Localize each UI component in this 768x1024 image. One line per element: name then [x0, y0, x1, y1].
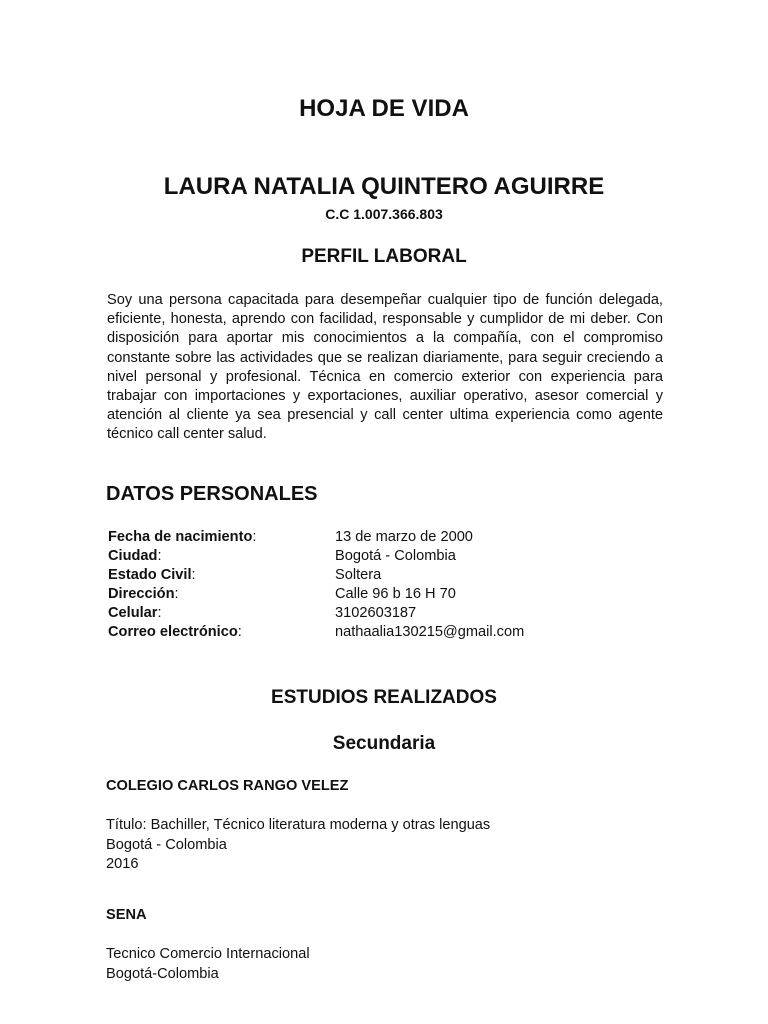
info-label: Celular: [108, 605, 158, 621]
school-details: [106, 816, 666, 875]
info-label: Fecha de nacimiento: [108, 529, 253, 545]
info-value: Soltera: [335, 567, 382, 583]
personal-data-heading: DATOS PERSONALES: [106, 483, 318, 505]
sena-name: SENA: [106, 907, 147, 923]
secondary-subheading: Secundaria: [332, 733, 436, 754]
profile-text: Soy una persona capacitada para desempeñar cualquier tipo de función delegada, eficiente, honesta, aprendo con facilidad, responsable y cumplidor de mi deber. Con disposición para aportar mis conocimientos a la compañía, con el compromiso constante sobre las actividades que se realizan diariamente, para seguir creciendo a nivel personal y profesional. Técnica en comercio exterior con experiencia para trabajar con importaciones y exportaciones, auxiliar operativo, asesor comercial y atención al cliente ya sea presencial y call center ultima experiencia como agente técnico call center salud.: [107, 292, 663, 443]
personal-data-table: [108, 528, 668, 642]
info-value: 13 de marzo de 2000: [335, 529, 473, 545]
info-label: Dirección: [108, 586, 175, 602]
info-value: Calle 96 b 16 H 70: [335, 586, 456, 602]
profile-heading: PERFIL LABORAL: [301, 246, 467, 267]
info-label: Estado Civil: [108, 567, 192, 583]
info-value: 3102603187: [335, 605, 417, 621]
info-row-city: Ciudad: Bogotá - Colombia: [108, 548, 456, 564]
info-row-address: Dirección: Calle 96 b 16 H 70: [108, 586, 456, 602]
info-label: Ciudad: [108, 548, 158, 564]
sena-city: Bogotá-Colombia: [106, 965, 219, 982]
info-row-email: Correo electrónico: nathaalia130215@gmail.com: [108, 624, 525, 640]
info-row-civil-status: Estado Civil: Soltera: [108, 567, 382, 583]
info-row-phone: Celular: 3102603187: [108, 605, 417, 621]
info-value: nathaalia130215@gmail.com: [335, 624, 525, 640]
person-name: LAURA NATALIA QUINTERO AGUIRRE: [163, 173, 605, 200]
info-label: Correo electrónico: [108, 624, 238, 640]
sena-title: Tecnico Comercio Internacional: [106, 946, 310, 962]
sena-details: [106, 945, 666, 984]
info-row-birthdate: Fecha de nacimiento: 13 de marzo de 2000: [108, 529, 473, 545]
info-value: Bogotá - Colombia: [335, 548, 456, 564]
school-city: Bogotá - Colombia: [106, 836, 227, 853]
document-title: HOJA DE VIDA: [299, 95, 469, 122]
school-name: COLEGIO CARLOS RANGO VELEZ: [106, 778, 349, 794]
school-title: Título: Bachiller, Técnico literatura moderna y otras lenguas: [106, 817, 491, 833]
person-id-number: C.C 1.007.366.803: [325, 206, 443, 222]
school-year: 2016: [106, 856, 139, 872]
studies-heading: ESTUDIOS REALIZADOS: [271, 687, 497, 708]
